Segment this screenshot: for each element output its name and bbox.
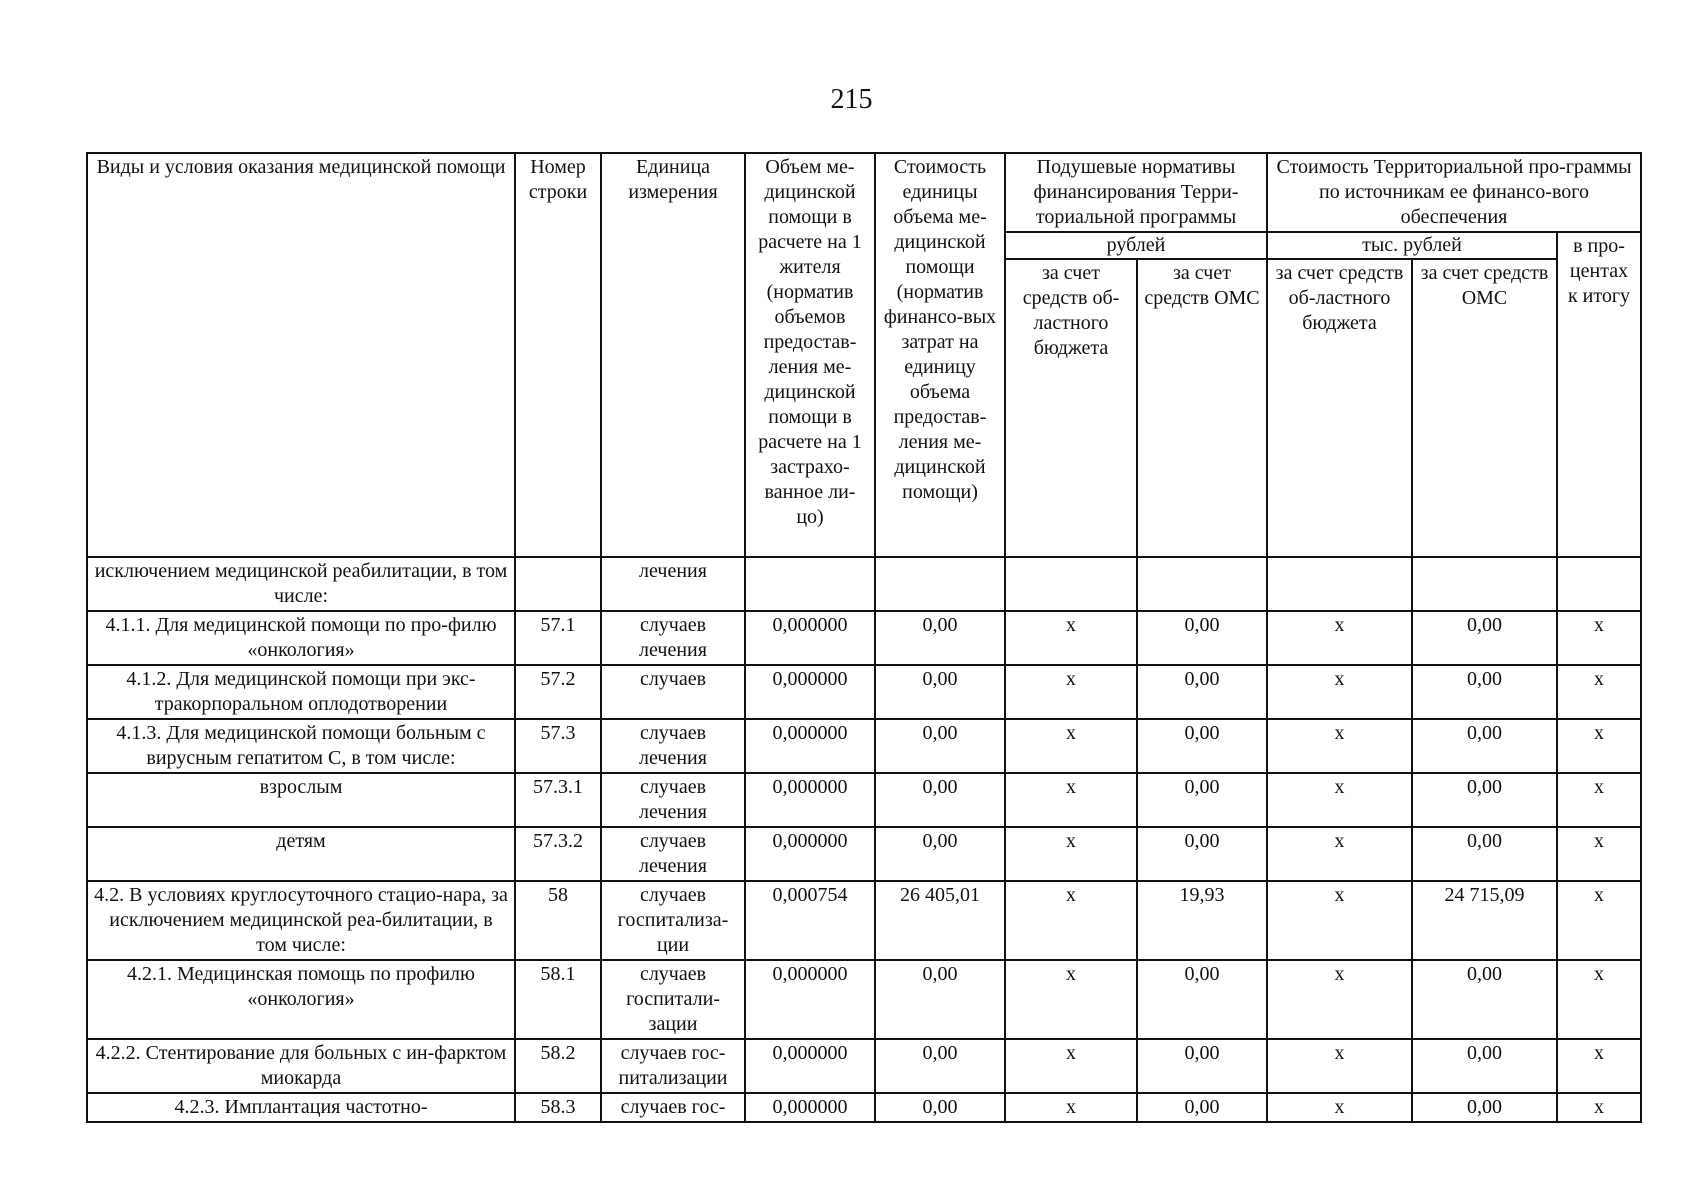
row-name: 4.1.3. Для медицинской помощи больным с вирусным гепатитом С, в том числе:	[87, 719, 515, 773]
header-unit: Единица измерения	[601, 153, 745, 557]
row-number: 58.2	[515, 1039, 601, 1093]
row-pg-oms: 0,00	[1412, 827, 1557, 881]
row-percent: х	[1557, 1039, 1641, 1093]
row-number: 58.3	[515, 1093, 601, 1122]
row-percent: х	[1557, 827, 1641, 881]
row-pc-budget: х	[1005, 611, 1137, 665]
row-percent: х	[1557, 773, 1641, 827]
row-name: детям	[87, 827, 515, 881]
row-pg-budget: х	[1267, 665, 1412, 719]
row-number: 58	[515, 881, 601, 960]
row-pc-oms: 0,00	[1137, 1039, 1267, 1093]
header-program-budget: за счет средств об-ластного бюджета	[1267, 259, 1412, 557]
table-row	[87, 827, 1641, 881]
row-unit: случаев гос-питализации	[601, 1039, 745, 1093]
row-cost: 0,00	[875, 611, 1005, 665]
row-percent: х	[1557, 960, 1641, 1039]
table-row	[87, 611, 1641, 665]
row-volume: 0,000000	[745, 827, 875, 881]
row-volume: 0,000000	[745, 665, 875, 719]
row-cost: 26 405,01	[875, 881, 1005, 960]
row-pc-budget: х	[1005, 773, 1137, 827]
row-pc-budget: х	[1005, 881, 1137, 960]
row-cost: 0,00	[875, 1039, 1005, 1093]
row-pg-budget: х	[1267, 960, 1412, 1039]
row-volume: 0,000000	[745, 611, 875, 665]
row-pg-budget: х	[1267, 881, 1412, 960]
row-percent	[1557, 557, 1641, 611]
row-name: 4.1.1. Для медицинской помощи по про-филю «онкология»	[87, 611, 515, 665]
row-volume: 0,000000	[745, 960, 875, 1039]
row-pg-oms	[1412, 557, 1557, 611]
row-pc-oms: 0,00	[1137, 773, 1267, 827]
row-unit: случаев лечения	[601, 719, 745, 773]
row-name: 4.2.2. Стентирование для больных с ин-фарктом миокарда	[87, 1039, 515, 1093]
row-cost	[875, 557, 1005, 611]
page-number: 215	[830, 84, 873, 115]
row-number: 57.2	[515, 665, 601, 719]
row-pc-budget: х	[1005, 719, 1137, 773]
row-pc-oms: 19,93	[1137, 881, 1267, 960]
header-percent: в про-центах к итогу	[1557, 232, 1641, 557]
row-cost: 0,00	[875, 1093, 1005, 1122]
row-unit: случаев гос-	[601, 1093, 745, 1122]
table-header	[87, 153, 1641, 557]
row-pg-oms: 0,00	[1412, 773, 1557, 827]
row-unit: случаев лечения	[601, 827, 745, 881]
row-percent: х	[1557, 881, 1641, 960]
header-unit-rub: рублей	[1005, 232, 1267, 259]
row-number: 57.3	[515, 719, 601, 773]
row-pg-budget: х	[1267, 827, 1412, 881]
row-pg-oms: 0,00	[1412, 665, 1557, 719]
table-row	[87, 557, 1641, 611]
table-row	[87, 1093, 1641, 1122]
row-pg-oms: 0,00	[1412, 719, 1557, 773]
row-cost: 0,00	[875, 773, 1005, 827]
row-volume: 0,000754	[745, 881, 875, 960]
row-pc-oms: 0,00	[1137, 960, 1267, 1039]
header-per-capita-group: Подушевые нормативы финансирования Терри-ториальной программы	[1005, 153, 1267, 232]
header-program-oms: за счет средств ОМС	[1412, 259, 1557, 557]
header-program-cost-group: Стоимость Территориальной про-граммы по источникам ее финансо-вого обеспечения	[1267, 153, 1641, 232]
row-pg-oms: 0,00	[1412, 1093, 1557, 1122]
row-number: 57.1	[515, 611, 601, 665]
row-pg-oms: 0,00	[1412, 611, 1557, 665]
row-pg-budget	[1267, 557, 1412, 611]
financing-table	[86, 152, 1642, 1123]
table-body	[87, 557, 1641, 1122]
header-unit-thousand-rub: тыс. рублей	[1267, 232, 1557, 259]
row-cost: 0,00	[875, 960, 1005, 1039]
header-row-number: Номер строки	[515, 153, 601, 557]
row-unit: случаев лечения	[601, 773, 745, 827]
row-number: 57.3.1	[515, 773, 601, 827]
row-percent: х	[1557, 611, 1641, 665]
row-unit: случаев госпитализа-ции	[601, 881, 745, 960]
row-unit: случаев госпитали-зации	[601, 960, 745, 1039]
row-volume: 0,000000	[745, 1093, 875, 1122]
row-name: 4.2. В условиях круглосуточного стацио-нара, за исключением медицинской реа-билитации, в том числе:	[87, 881, 515, 960]
row-pg-budget: х	[1267, 1039, 1412, 1093]
row-volume	[745, 557, 875, 611]
row-pc-budget: х	[1005, 665, 1137, 719]
row-pg-budget: х	[1267, 1093, 1412, 1122]
row-pg-oms: 0,00	[1412, 1039, 1557, 1093]
row-name: 4.2.1. Медицинская помощь по профилю «онкология»	[87, 960, 515, 1039]
header-volume: Объем ме-дицинской помощи в расчете на 1 жителя (норматив объемов предостав-ления ме-дицинской помощи в расчете на 1 застрахо-ванное ли-цо)	[745, 153, 875, 557]
row-pc-budget: х	[1005, 960, 1137, 1039]
row-name: исключением медицинской реабилитации, в том числе:	[87, 557, 515, 611]
row-name: взрослым	[87, 773, 515, 827]
row-pg-budget: х	[1267, 719, 1412, 773]
row-pg-oms: 0,00	[1412, 960, 1557, 1039]
row-volume: 0,000000	[745, 1039, 875, 1093]
header-per-capita-budget: за счет средств об-ластного бюджета	[1005, 259, 1137, 557]
row-percent: х	[1557, 719, 1641, 773]
row-pg-budget: х	[1267, 611, 1412, 665]
row-pg-oms: 24 715,09	[1412, 881, 1557, 960]
table-row	[87, 1039, 1641, 1093]
row-volume: 0,000000	[745, 773, 875, 827]
row-pc-oms: 0,00	[1137, 719, 1267, 773]
row-cost: 0,00	[875, 827, 1005, 881]
row-unit: лечения	[601, 557, 745, 611]
table-row	[87, 960, 1641, 1039]
row-pc-budget: х	[1005, 1039, 1137, 1093]
row-pc-budget	[1005, 557, 1137, 611]
row-pc-oms: 0,00	[1137, 827, 1267, 881]
table-row	[87, 773, 1641, 827]
table-row	[87, 665, 1641, 719]
row-name: 4.2.3. Имплантация частотно-	[87, 1093, 515, 1122]
row-number: 58.1	[515, 960, 601, 1039]
row-percent: х	[1557, 1093, 1641, 1122]
row-pc-oms: 0,00	[1137, 611, 1267, 665]
row-number: 57.3.2	[515, 827, 601, 881]
row-cost: 0,00	[875, 665, 1005, 719]
row-pc-budget: х	[1005, 827, 1137, 881]
row-number	[515, 557, 601, 611]
row-pc-oms: 0,00	[1137, 1093, 1267, 1122]
row-volume: 0,000000	[745, 719, 875, 773]
row-unit: случаев	[601, 665, 745, 719]
row-cost: 0,00	[875, 719, 1005, 773]
row-unit: случаев лечения	[601, 611, 745, 665]
header-cost: Стоимость единицы объема ме-дицинской помощи (норматив финансо-вых затрат на единицу объема предостав-ления ме-дицинской помощи)	[875, 153, 1005, 557]
row-pc-oms	[1137, 557, 1267, 611]
row-pc-oms: 0,00	[1137, 665, 1267, 719]
row-name: 4.1.2. Для медицинской помощи при экс-тракорпоральном оплодотворении	[87, 665, 515, 719]
table-row	[87, 881, 1641, 960]
row-pg-budget: х	[1267, 773, 1412, 827]
row-pc-budget: х	[1005, 1093, 1137, 1122]
header-types: Виды и условия оказания медицинской помощи	[87, 153, 515, 557]
table-row	[87, 719, 1641, 773]
header-per-capita-oms: за счет средств ОМС	[1137, 259, 1267, 557]
row-percent: х	[1557, 665, 1641, 719]
